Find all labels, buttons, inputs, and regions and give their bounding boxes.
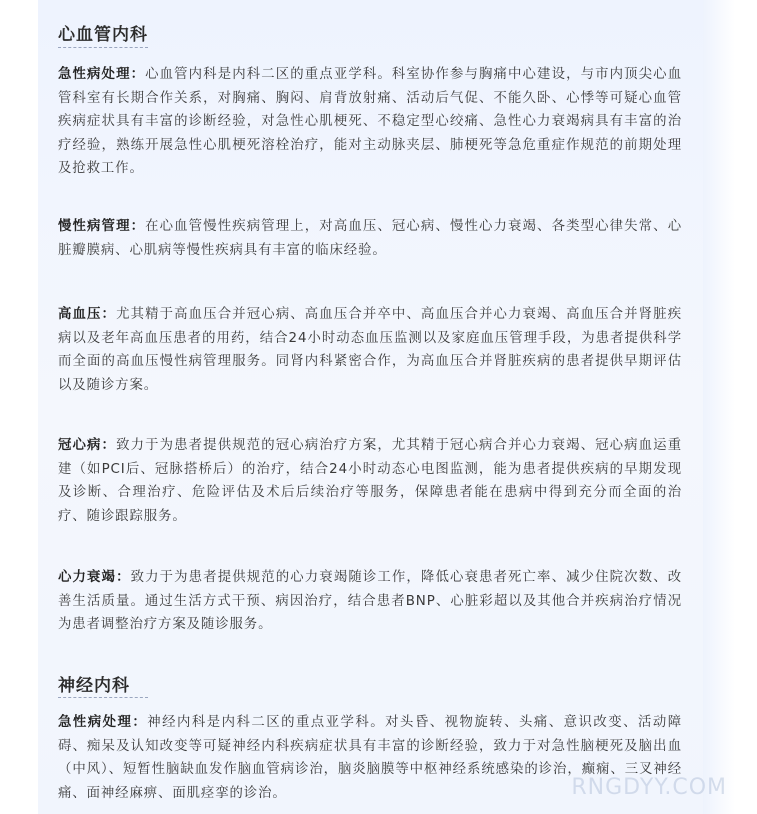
paragraph-lead: 冠心病： [58,438,117,453]
paragraph-hypertension [58,303,682,397]
paragraph-chronic-care [58,215,682,262]
paragraph-lead: 高血压： [58,307,117,322]
paragraph-body: 心血管内科是内科二区的重点亚学科。科室协作参与胸痛中心建设，与市内顶尖心血管科室有长期合作关系，对胸痛、胸闷、肩背放射痛、活动后气促、不能久卧、心悸等可疑心血管疾病症状具有丰富的诊断经验，对急性心肌梗死、不稳定型心绞痛、急性心力衰竭病具有丰富的治疗经验，熟练开展急性心肌梗死溶栓治疗，能对主动脉夹层、肺梗死等急危重症作规范的前期处理及抢救工作。 [58,67,682,176]
paragraph-body: 致力于为患者提供规范的心力衰竭随诊工作，降低心衰患者死亡率、减少住院次数、改善生活质量。通过生活方式干预、病因治疗，结合患者BNP、心脏彩超以及其他合并疾病治疗情况为患者调整治疗方案及随诊服务。 [58,570,683,632]
section-title-underline [58,697,148,698]
paragraph-lead: 急性病处理： [58,67,146,82]
section-title-neurology: 神经内科 [58,676,130,696]
paragraph-body: 神经内科是内科二区的重点亚学科。对头昏、视物旋转、头痛、意识改变、活动障碍、痴呆及认知改变等可疑神经内科疾病症状具有丰富的诊断经验，致力于对急性脑梗死及脑出血（中风）、短暂性脑缺血发作脑血管病诊治，脑炎脑膜等中枢神经系统感染的诊治，癫痫、三叉神经痛、面神经麻痹、面肌痉挛的诊治。 [58,715,682,801]
right-margin [703,0,757,814]
paragraph-lead: 心力衰竭： [58,570,131,585]
paragraph-body: 尤其精于高血压合并冠心病、高血压合并卒中、高血压合并心力衰竭、高血压合并肾脏疾病以及老年高血压患者的用药，结合24小时动态血压监测以及家庭血压管理手段，为患者提供科学而全面的高血压慢性病管理服务。同肾内科紧密合作，为高血压合并肾脏疾病的患者提供早期评估以及随诊方案。 [58,307,682,393]
paragraph-lead: 急性病处理： [58,715,148,730]
left-margin [0,0,38,814]
section-title-underline [58,47,148,48]
paragraph-lead: 慢性病管理： [58,219,146,234]
paragraph-acute-care-cardiology [58,63,682,181]
paragraph-body: 致力于为患者提供规范的冠心病治疗方案，尤其精于冠心病合并心力衰竭、冠心病血运重建（如PCI后、冠脉搭桥后）的治疗，结合24小时动态心电图监测，能为患者提供疾病的早期发现及诊断、合理治疗、危险评估及术后后续治疗等服务，保障患者能在患病中得到充分而全面的治疗、随诊跟踪服务。 [58,438,682,524]
paragraph-coronary [58,434,682,528]
paragraph-heart-failure [58,566,682,637]
watermark-text: RNGDYY.COM [571,775,727,800]
section-title-cardiology: 心血管内科 [58,25,148,45]
paragraph-body: 在心血管慢性疾病管理上，对高血压、冠心病、慢性心力衰竭、各类型心律失常、心脏瓣膜病、心肌病等慢性疾病具有丰富的临床经验。 [58,219,682,258]
